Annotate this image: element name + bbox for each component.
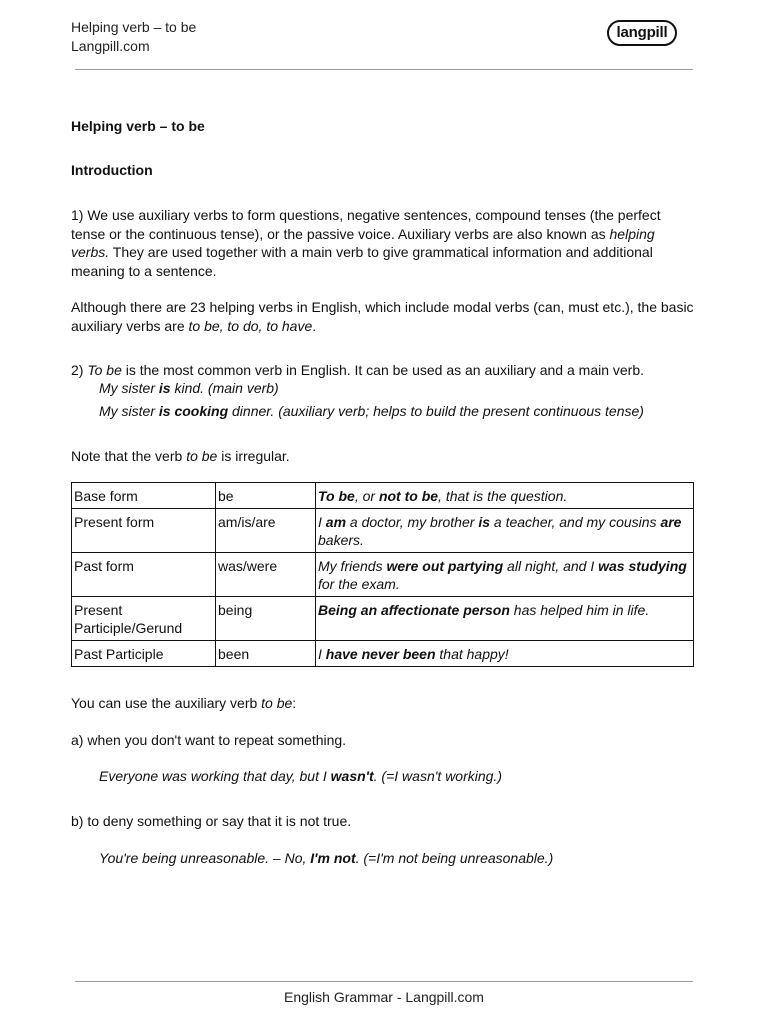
example-text: has helped him in life. [509,602,650,618]
verb-cell: was/were [216,553,316,597]
example-cell [316,483,694,509]
verb-forms-table [71,482,694,667]
header-title: Helping verb – to be [71,19,197,35]
example-text: My sister [99,380,159,396]
example-text: You're being unreasonable. – No, [99,850,311,866]
form-name-cell: Past Participle [72,641,216,667]
example-text: a doctor, my brother [346,514,479,530]
example-text: bakers. [318,532,364,548]
example-main-verb [99,379,699,398]
paragraph-1-text-end: They are used together with a main verb to give grammatical information and additional meaning to a sentence. [71,244,653,279]
paragraph-2 [71,298,696,335]
example-bold: am [325,514,347,530]
example-text-end: . (=I'm not being unreasonable.) [355,850,554,866]
header-site: Langpill.com [71,38,150,54]
example-bold: Being an affectionate person [318,602,510,618]
example-bold: To be [318,488,355,504]
example-cell [316,597,694,641]
paragraph-1 [71,206,696,280]
example-bold: are [660,514,682,530]
example-bold: have never been [325,646,436,662]
example-text: , that is the question. [438,488,568,504]
paragraph-3-number: 2) [71,362,88,378]
form-name-cell: Present form [72,509,216,553]
example-text: that happy! [435,646,509,662]
note-term: to be [186,448,218,464]
example-bold: is [478,514,490,530]
form-name-cell: Past form [72,553,216,597]
example-bold: not to be [378,488,439,504]
example-text-end: dinner. (auxiliary verb; helps to build the present continuous tense) [228,403,644,419]
example-bold: wasn't [330,768,374,784]
verb-forms-table-body [72,483,694,667]
verb-form-row [72,483,694,509]
paragraph-3-term: To be [87,362,122,378]
usage-intro-term: to be [261,695,293,711]
example-text: I [318,514,326,530]
example-auxiliary-verb [99,402,699,421]
verb-form-row [72,553,694,597]
form-name-cell: Present Participle/Gerund [72,597,216,641]
example-text: My friends [318,558,387,574]
verb-form-row [72,509,694,553]
langpill-logo: langpill [607,20,677,46]
example-text: Everyone was working that day, but I [99,768,331,784]
footer-divider [75,981,693,982]
usage-b: b) to deny something or say that it is not true. [71,813,352,829]
example-cell [316,553,694,597]
example-cell [316,509,694,553]
verb-cell: being [216,597,316,641]
verb-cell: be [216,483,316,509]
footer-text: English Grammar - Langpill.com [284,989,484,1005]
usage-intro [71,694,696,713]
verb-cell: am/is/are [216,509,316,553]
example-text: all night, and I [503,558,599,574]
intro-heading: Introduction [71,162,153,178]
usage-intro-text: You can use the auxiliary verb [71,695,262,711]
example-text: I [318,646,326,662]
example-repeat [99,767,699,786]
header-divider [75,69,693,70]
page-title: Helping verb – to be [71,118,205,134]
example-bold: were out partying [386,558,504,574]
example-text-end: . (=I wasn't working.) [373,768,502,784]
example-bold: was studying [598,558,687,574]
example-text: for the exam. [318,576,400,592]
example-text: a teacher, and my cousins [490,514,661,530]
paragraph-3-text: is the most common verb in English. It can be used as an auxiliary and a main verb. [121,362,645,378]
example-text-end: kind. (main verb) [170,380,279,396]
irregular-note [71,447,696,466]
example-text: My sister [99,403,159,419]
usage-a: a) when you don't want to repeat something. [71,732,347,748]
example-deny [99,849,699,868]
example-text: , or [354,488,379,504]
example-bold: I'm not [310,850,356,866]
usage-intro-colon: : [292,695,297,711]
verb-form-row [72,641,694,667]
paragraph-2-text-end: . [312,317,317,334]
verb-form-row [72,597,694,641]
paragraph-2-text: Although there are 23 helping verbs in English, which include modal verbs (can, must etc.), the basic auxiliary verbs are [71,299,694,334]
note-text-end: is irregular. [217,448,290,464]
note-text: Note that the verb [71,448,187,464]
verb-cell: been [216,641,316,667]
example-bold: is [158,380,171,396]
paragraph-1-term: helping verbs. [71,225,655,260]
paragraph-3 [71,361,696,380]
form-name-cell: Base form [72,483,216,509]
example-bold: is cooking [158,403,229,419]
example-cell [316,641,694,667]
paragraph-2-verbs: to be, to do, to have [188,317,313,334]
paragraph-1-text: 1) We use auxiliary verbs to form questions, negative sentences, compound tenses (the perfect tense or the continuous tense), or the passive voice. Auxiliary verbs are also known as [71,207,661,242]
